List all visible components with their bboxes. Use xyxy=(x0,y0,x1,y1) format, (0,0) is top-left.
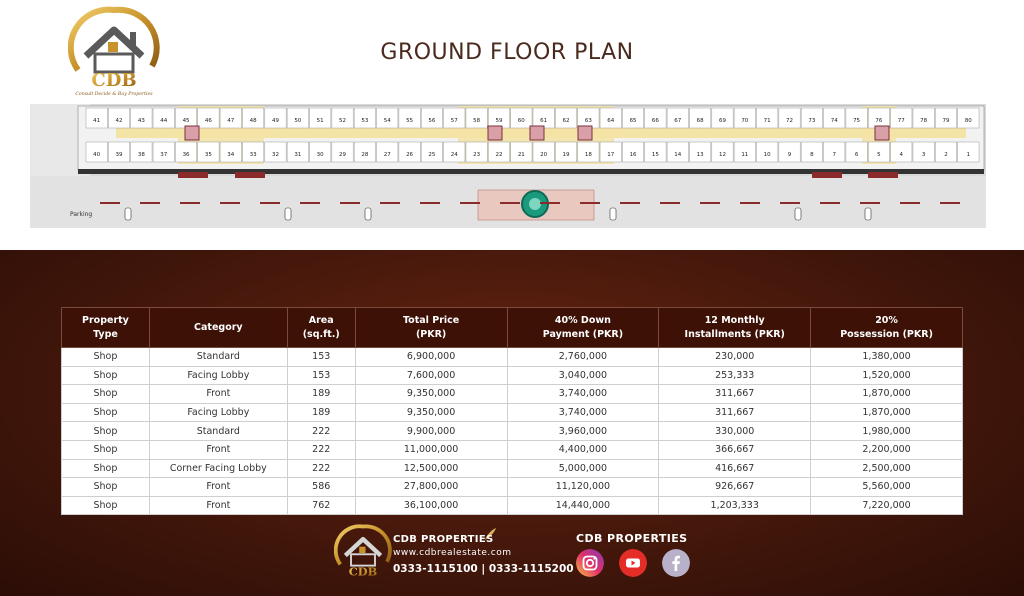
shop-unit-number: 28 xyxy=(361,152,369,158)
social-title: CDB PROPERTIES xyxy=(576,532,688,545)
shop-unit-number: 55 xyxy=(406,118,414,124)
shop-unit-number: 9 xyxy=(787,152,792,158)
shop-unit-number: 42 xyxy=(115,118,123,124)
table-header-cell xyxy=(507,308,659,348)
table-header-cell xyxy=(659,308,811,348)
entrance-mat xyxy=(868,172,898,178)
shop-unit-number: 62 xyxy=(562,118,570,124)
table-cell: Shop xyxy=(62,366,150,385)
shop-unit-number: 68 xyxy=(696,118,704,124)
instagram-icon[interactable] xyxy=(576,549,604,577)
shop-unit-number: 67 xyxy=(674,118,682,124)
table-cell: 11,000,000 xyxy=(355,440,507,459)
shop-unit-number: 17 xyxy=(607,152,615,158)
table-cell: 1,980,000 xyxy=(811,422,963,441)
shop-unit-number: 6 xyxy=(854,152,859,158)
shop-unit-number: 73 xyxy=(808,118,816,124)
parking-bay-line xyxy=(180,202,200,204)
footer-cdb-logo xyxy=(334,522,392,584)
shop-unit-number: 30 xyxy=(316,152,324,158)
table-cell: Standard xyxy=(149,422,287,441)
shop-unit-number: 18 xyxy=(584,152,592,158)
table-cell: 416,667 xyxy=(659,459,811,478)
shop-unit-number: 50 xyxy=(294,118,302,124)
table-row xyxy=(62,496,963,515)
shop-unit-number: 2 xyxy=(944,152,948,158)
shop-unit-number: 66 xyxy=(651,118,659,124)
shop-unit-number: 34 xyxy=(227,152,235,158)
shop-unit-number: 45 xyxy=(182,118,190,124)
table-cell: Shop xyxy=(62,385,150,404)
table-cell: Front xyxy=(149,478,287,497)
table-cell: 762 xyxy=(287,496,355,515)
parked-car xyxy=(365,208,371,220)
shop-unit-number: 46 xyxy=(204,118,212,124)
table-cell: Shop xyxy=(62,440,150,459)
table-cell: 27,800,000 xyxy=(355,478,507,497)
shop-unit-number: 49 xyxy=(271,118,279,124)
shop-unit-number: 78 xyxy=(920,118,928,124)
shop-unit-number: 60 xyxy=(517,118,525,124)
parking-bay-line xyxy=(300,202,320,204)
shop-unit-number: 13 xyxy=(696,152,704,158)
table-cell: Front xyxy=(149,440,287,459)
parking-bay-line xyxy=(260,202,280,204)
shop-unit-number: 24 xyxy=(450,152,458,158)
table-row xyxy=(62,459,963,478)
parking-bay-line xyxy=(900,202,920,204)
youtube-icon[interactable] xyxy=(619,549,647,577)
table-cell: 5,560,000 xyxy=(811,478,963,497)
table-header-cell xyxy=(811,308,963,348)
table-cell: Shop xyxy=(62,348,150,367)
shop-unit-number: 31 xyxy=(294,152,302,158)
table-cell: 2,200,000 xyxy=(811,440,963,459)
shop-unit-number: 70 xyxy=(741,118,749,124)
table-header-text: Type xyxy=(93,328,118,340)
table-header-text: 12 Monthly xyxy=(704,314,765,326)
shop-unit-number: 10 xyxy=(763,152,771,158)
table-header-text: Installments (PKR) xyxy=(684,328,785,340)
table-cell: Standard xyxy=(149,348,287,367)
shop-unit-number: 75 xyxy=(853,118,861,124)
parking-bay-line xyxy=(820,202,840,204)
shop-unit-number: 63 xyxy=(584,118,592,124)
pricing-table xyxy=(61,307,963,515)
parked-car xyxy=(125,208,131,220)
shop-unit-number: 40 xyxy=(93,152,101,158)
shop-unit-number: 72 xyxy=(786,118,794,124)
table-cell: 311,667 xyxy=(659,385,811,404)
shop-unit-number: 64 xyxy=(607,118,615,124)
table-header-cell xyxy=(287,308,355,348)
shop-unit-number: 53 xyxy=(361,118,369,124)
table-cell: 9,900,000 xyxy=(355,422,507,441)
parking-label: Parking xyxy=(70,211,93,218)
shop-unit-number: 48 xyxy=(249,118,257,124)
table-cell: 2,760,000 xyxy=(507,348,659,367)
shop-unit-number: 29 xyxy=(339,152,347,158)
shop-unit-number: 65 xyxy=(629,118,637,124)
shop-unit-number: 8 xyxy=(810,152,814,158)
table-cell: 2,500,000 xyxy=(811,459,963,478)
table-cell: 311,667 xyxy=(659,403,811,422)
shop-unit-number: 23 xyxy=(473,152,481,158)
table-cell: 222 xyxy=(287,440,355,459)
table-header-text: 40% Down xyxy=(554,314,611,326)
shop-unit-number: 61 xyxy=(540,118,548,124)
entrance-mat xyxy=(812,172,842,178)
shop-unit-number: 35 xyxy=(204,152,212,158)
table-row xyxy=(62,385,963,404)
table-header-text: Category xyxy=(194,321,243,333)
shop-unit-number: 12 xyxy=(718,152,726,158)
table-row xyxy=(62,403,963,422)
table-cell: 222 xyxy=(287,459,355,478)
shop-unit-number: 51 xyxy=(316,118,324,124)
shop-unit-number: 80 xyxy=(964,118,972,124)
table-cell: 3,960,000 xyxy=(507,422,659,441)
entrance-mat xyxy=(178,172,208,178)
shop-unit-number: 41 xyxy=(93,118,101,124)
table-header-text: Area xyxy=(308,314,334,326)
planter xyxy=(875,126,889,140)
table-row xyxy=(62,366,963,385)
shop-unit-number: 22 xyxy=(495,152,503,158)
table-cell: 11,120,000 xyxy=(507,478,659,497)
shop-unit-number: 37 xyxy=(160,152,168,158)
table-cell: 1,380,000 xyxy=(811,348,963,367)
table-cell: 7,600,000 xyxy=(355,366,507,385)
parking-bay-line xyxy=(860,202,880,204)
page-title: GROUND FLOOR PLAN xyxy=(380,40,634,65)
shop-unit-number: 52 xyxy=(339,118,347,124)
table-cell: 1,203,333 xyxy=(659,496,811,515)
table-cell: 4,400,000 xyxy=(507,440,659,459)
shop-unit-number: 16 xyxy=(629,152,637,158)
parking-bay-line xyxy=(740,202,760,204)
shop-unit-number: 3 xyxy=(921,152,926,158)
shop-unit-number: 58 xyxy=(473,118,481,124)
table-cell: 7,220,000 xyxy=(811,496,963,515)
facebook-icon[interactable] xyxy=(662,549,690,577)
shop-unit-number: 71 xyxy=(763,118,771,124)
footer-phones: 0333-1115100 | 0333-1115200 xyxy=(393,563,574,575)
table-cell: Front xyxy=(149,385,287,404)
parking-bay-line xyxy=(700,202,720,204)
table-header-text: Total Price xyxy=(402,314,460,326)
table-cell: Corner Facing Lobby xyxy=(149,459,287,478)
table-cell: 1,520,000 xyxy=(811,366,963,385)
table-header-text: (PKR) xyxy=(415,328,447,340)
table-header-row xyxy=(62,308,963,348)
table-cell: 9,350,000 xyxy=(355,403,507,422)
shop-unit-number: 74 xyxy=(830,118,838,124)
table-cell: 3,040,000 xyxy=(507,366,659,385)
svg-text:CDB: CDB xyxy=(348,564,378,579)
parking-bay-line xyxy=(500,202,520,204)
planter xyxy=(530,126,544,140)
table-cell: 189 xyxy=(287,403,355,422)
table-header-cell xyxy=(149,308,287,348)
parking-bay-line xyxy=(100,202,120,204)
table-cell: 189 xyxy=(287,385,355,404)
parking-bay-line xyxy=(540,202,560,204)
shop-unit-number: 21 xyxy=(517,152,525,158)
table-cell: Facing Lobby xyxy=(149,366,287,385)
shop-unit-number: 79 xyxy=(942,118,950,124)
planter xyxy=(578,126,592,140)
table-cell: 586 xyxy=(287,478,355,497)
shop-unit-number: 33 xyxy=(249,152,257,158)
table-cell: 153 xyxy=(287,348,355,367)
table-header-text: 20% xyxy=(875,314,898,326)
table-row xyxy=(62,440,963,459)
table-cell: 222 xyxy=(287,422,355,441)
shop-unit-number: 44 xyxy=(160,118,168,124)
logo-initials: CDB xyxy=(91,70,137,91)
parking-bay-line xyxy=(620,202,640,204)
floor-plan xyxy=(30,104,986,228)
parking-bay-line xyxy=(140,202,160,204)
table-cell: 253,333 xyxy=(659,366,811,385)
table-cell: 12,500,000 xyxy=(355,459,507,478)
entrance-mat xyxy=(235,172,265,178)
table-header-text: (sq.ft.) xyxy=(302,328,340,340)
shop-unit-number: 20 xyxy=(540,152,548,158)
planter xyxy=(185,126,199,140)
table-cell: Shop xyxy=(62,478,150,497)
table-cell: 1,870,000 xyxy=(811,403,963,422)
parked-car xyxy=(285,208,291,220)
parked-car xyxy=(865,208,871,220)
table-cell: Shop xyxy=(62,496,150,515)
shop-unit-number: 56 xyxy=(428,118,436,124)
shop-unit-number: 47 xyxy=(227,118,235,124)
shop-unit-number: 19 xyxy=(562,152,570,158)
table-row xyxy=(62,348,963,367)
table-cell: 14,440,000 xyxy=(507,496,659,515)
planter xyxy=(488,126,502,140)
shop-unit-number: 4 xyxy=(899,152,904,158)
parking-bay-line xyxy=(380,202,400,204)
parking-bay-line xyxy=(460,202,480,204)
table-header-text: Payment (PKR) xyxy=(542,328,624,340)
shop-unit-number: 32 xyxy=(271,152,279,158)
shop-unit-number: 77 xyxy=(897,118,905,124)
shop-unit-number: 5 xyxy=(877,152,881,158)
shop-unit-number: 14 xyxy=(674,152,682,158)
table-header-text: Possession (PKR) xyxy=(840,328,933,340)
table-cell: 153 xyxy=(287,366,355,385)
footer-brand-name: CDB PROPERTIES xyxy=(393,534,494,545)
table-header-cell xyxy=(62,308,150,348)
shop-unit-number: 76 xyxy=(875,118,883,124)
parking-bay-line xyxy=(340,202,360,204)
parking-bay-line xyxy=(660,202,680,204)
table-cell: Shop xyxy=(62,422,150,441)
shop-unit-number: 26 xyxy=(406,152,414,158)
parking-bay-line xyxy=(580,202,600,204)
table-cell: 3,740,000 xyxy=(507,403,659,422)
shop-unit-number: 1 xyxy=(966,152,971,158)
table-header-text: Property xyxy=(82,314,129,326)
table-header-cell xyxy=(355,308,507,348)
table-cell: 5,000,000 xyxy=(507,459,659,478)
table-row xyxy=(62,422,963,441)
table-cell: 330,000 xyxy=(659,422,811,441)
table-cell: Facing Lobby xyxy=(149,403,287,422)
shop-unit-number: 25 xyxy=(428,152,436,158)
table-cell: 3,740,000 xyxy=(507,385,659,404)
shop-unit-number: 27 xyxy=(383,152,391,158)
shop-unit-number: 15 xyxy=(651,152,659,158)
parking-bay-line xyxy=(780,202,800,204)
table-cell: Shop xyxy=(62,459,150,478)
parking-bay-line xyxy=(940,202,960,204)
table-cell: 366,667 xyxy=(659,440,811,459)
table-cell: 36,100,000 xyxy=(355,496,507,515)
logo-tagline: Consult Decide & Buy Properties xyxy=(75,92,153,97)
shop-unit-number: 39 xyxy=(115,152,123,158)
footer-website[interactable]: www.cdbrealestate.com xyxy=(393,548,512,558)
shop-unit-number: 59 xyxy=(495,118,503,124)
table-cell: 6,900,000 xyxy=(355,348,507,367)
parked-car xyxy=(610,208,616,220)
shop-unit-number: 36 xyxy=(182,152,190,158)
shop-unit-number: 38 xyxy=(137,152,145,158)
shop-unit-number: 54 xyxy=(383,118,391,124)
shop-unit-number: 69 xyxy=(718,118,726,124)
shop-unit-number: 7 xyxy=(832,152,836,158)
shop-unit-number: 43 xyxy=(137,118,145,124)
parking-bay-line xyxy=(220,202,240,204)
parking-bay-line xyxy=(420,202,440,204)
table-cell: 1,870,000 xyxy=(811,385,963,404)
table-cell: 9,350,000 xyxy=(355,385,507,404)
shop-unit-number: 57 xyxy=(450,118,458,124)
table-cell: 926,667 xyxy=(659,478,811,497)
parked-car xyxy=(795,208,801,220)
table-row xyxy=(62,478,963,497)
table-cell: 230,000 xyxy=(659,348,811,367)
table-cell: Shop xyxy=(62,403,150,422)
footer-brand xyxy=(393,534,574,575)
shop-unit-number: 11 xyxy=(741,152,749,158)
table-cell: Front xyxy=(149,496,287,515)
